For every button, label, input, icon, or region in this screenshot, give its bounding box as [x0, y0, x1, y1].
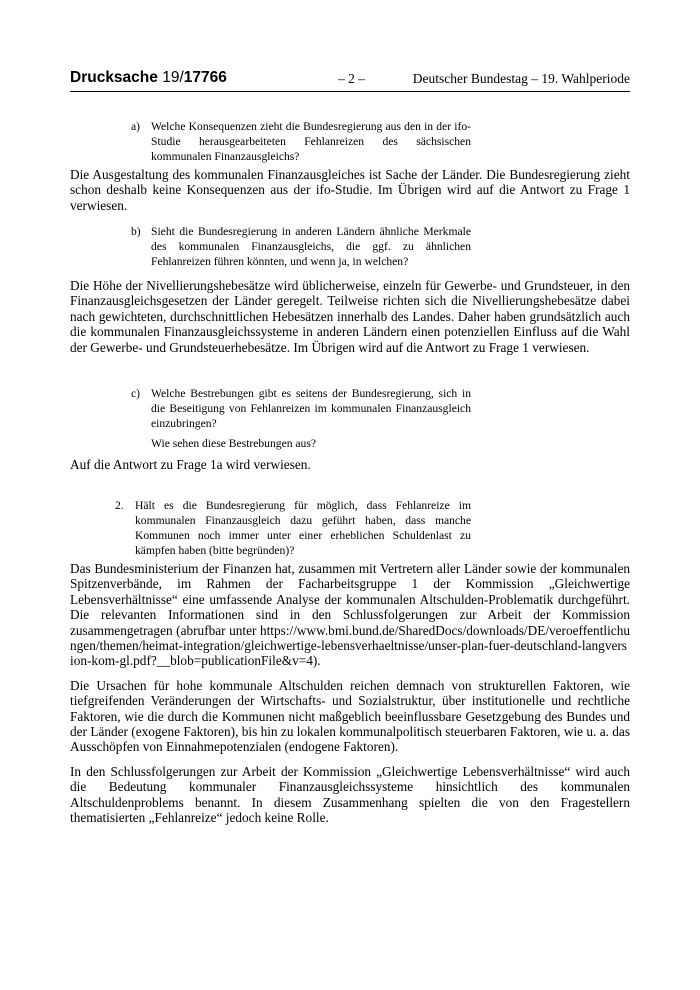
question-text: Sieht die Bundesregierung in anderen Ländern ähnliche Merkmale des kommunalen Finanzausgleichs, die ggf. zu ähnlichen Fehlanreizen führen könnten, und wenn ja, in welchen? — [151, 225, 471, 268]
question-text: Hält es die Bundesregierung für möglich, dass Fehlanreize im kommunalen Finanzausgleich dazu geführt haben, dass manche Kommunen noch immer unter einer erheblichen Schuldenlast zu kämpfen haben (bitte begründen)? — [135, 499, 471, 557]
question-1c — [131, 386, 471, 451]
answer-text: Die Höhe der Nivellierungshebesätze wird üblicherweise, einzeln für Gewerbe- und Grundsteuer, in den Finanzausgleichsgesetzen der Länder geregelt. Teilweise richten sich die Nivellierungshebesätze dabei nach gewichteten, durchschnittlichen Hebesätzen innerhalb des Landes. Daher haben grundsätzlich auch die kommunalen Finanzausgleichssysteme in anderen Ländern einen potenziellen Einfluss auf die Wahl der Gewerbe- und Grundsteuerhebesätze. Im Übrigen wird auf die Antwort zu Frage 1 verwiesen. — [70, 278, 630, 355]
page-number: – 2 – — [338, 71, 365, 86]
question-label: b) — [131, 225, 141, 238]
question-label: c) — [131, 387, 141, 400]
page-header — [70, 69, 630, 91]
question-text: Welche Konsequenzen zieht die Bundesregierung aus den in der ifo-Studie herausgearbeiteten Fehlanreizen des sächsischen kommunalen Finanzausgleichs? — [151, 120, 471, 163]
question-label: 2. — [115, 499, 124, 512]
answer-text: Die Ausgestaltung des kommunalen Finanzausgleiches ist Sache der Länder. Die Bundesregierung zieht schon deshalb keine Konsequenzen aus der ifo-Studie. Im Übrigen wird auf die Antwort zu Frage 1 verwiesen. — [70, 167, 630, 213]
parliament-term: Deutscher Bundestag – 19. Wahlperiode — [412, 71, 630, 86]
question-1a — [131, 119, 471, 164]
answer-1c — [70, 457, 630, 472]
answer-paragraph: Die Ursachen für hohe kommunale Altschulden reichen demnach von strukturellen Faktoren, wie tiefgreifenden Veränderungen der Wirtschafts- und Sozialstruktur, über institutionelle und rechtliche Faktoren, wie die durch die Kommunen nicht maßgeblich beeinflussbare Gesetzgebung des Bundes und der Länder (exogene Faktoren), bis hin zu lokalen kommunalpolitisch steuerbaren Faktoren, wie u. a. das Ausschöpfen von Einnahmepotenzialen (endogene Faktoren). — [70, 677, 630, 755]
question-label: a) — [131, 120, 141, 133]
commission-report-url[interactable]: https://www.bmi.bund.de/SharedDocs/downloads/DE/veroeffentlichungen/themen/heimat-integration/gleichwertige-lebensverhaeltnisse/unser-plan-fuer-deutschland-langversion-kom-gl.pdf?__blob=publicationFile&v=4 — [70, 622, 630, 669]
question-1b — [131, 224, 471, 269]
answer-text: Auf die Antwort zu Frage 1a wird verwiesen. — [70, 457, 311, 472]
answer-paragraph: Das Bundesministerium der Finanzen hat, zusammen mit Vertretern aller Länder sowie der kommunalen Spitzenverbände, im Rahmen der Facharbeitsgruppe 1 der Kommission „Gleichwertige Lebensverhältnisse“ eine umfassende Analyse der kommunalen Altschulden-Problematik durchgeführt. Die relevanten Informationen sind in den Schlussfolgerungen zur Arbeit der Kommission zusammengetragen (abrufbar unter https://www.bmi.bund.de/SharedDocs/downloads/DE/veroeffentlichungen/themen/heimat-integration/gleichwertige-lebensverhaeltnisse/unser-plan-fuer-deutschland-langversion-kom-gl.pdf?__blob=publicationFile&v=4). — [70, 561, 630, 669]
question-text: Welche Bestrebungen gibt es seitens der Bundesregierung, sich in die Beseitigung von Fehlanreizen im kommunalen Finanzausgleich einzubringen? — [151, 387, 471, 430]
answer-1b — [70, 278, 630, 355]
header-rule — [70, 91, 630, 92]
question-2 — [115, 498, 471, 558]
answer-1a — [70, 167, 630, 213]
answer-2 — [70, 561, 630, 826]
document-number: Drucksache 19/17766 — [70, 69, 227, 86]
question-text: Wie sehen diese Bestrebungen aus? — [151, 437, 317, 450]
answer-paragraph: In den Schlussfolgerungen zur Arbeit der Kommission „Gleichwertige Lebensverhältnisse“ wird auch die Bedeutung kommunaler Finanzausgleichssysteme hinsichtlich des kommunalen Altschuldenproblems benannt. In diesem Zusammenhang spielten die von den Fragestellern thematisierten „Fehlanreize“ jedoch keine Rolle. — [70, 763, 630, 826]
